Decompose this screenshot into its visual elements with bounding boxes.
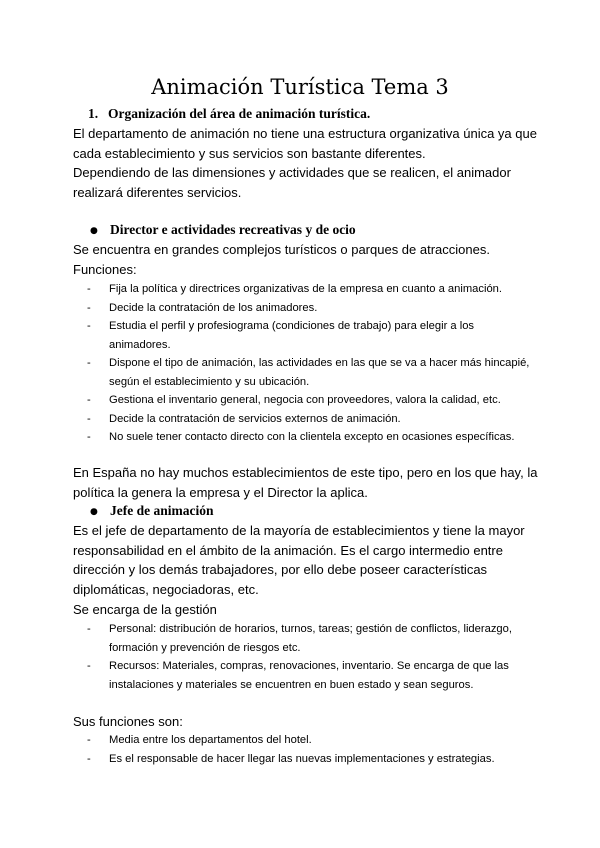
dash-marker: - xyxy=(87,320,91,332)
list-item: - No suele tener contacto directo con la clientela excepto en ocasiones específicas. xyxy=(87,428,537,447)
director-functions-list xyxy=(87,280,537,447)
list-item: - Gestiona el inventario general, negocia con proveedores, valora la calidad, etc. xyxy=(87,391,537,410)
dash-marker: - xyxy=(87,752,91,765)
director-funciones-label: Funciones: xyxy=(73,262,137,277)
jefe-funciones-list xyxy=(87,731,537,768)
document-title: Animación Turística Tema 3 xyxy=(151,75,449,99)
jefe-heading xyxy=(90,501,214,522)
section-number: 1. xyxy=(88,106,99,121)
dash-marker: - xyxy=(87,394,91,406)
dash-marker: - xyxy=(87,301,91,314)
intro-paragraph-1: El departamento de animación no tiene una estructura organizativa única ya que cada establecimiento y sus servicios son bastante diferentes. xyxy=(73,126,537,161)
list-item: - Es el responsable de hacer llegar las nuevas implementaciones y estrategias. xyxy=(87,750,537,769)
list-item: - Dispone el tipo de animación, las actividades en las que se va a hacer más hincapié, según el establecimiento y su ubicación. xyxy=(87,354,537,391)
bullet-icon: ● xyxy=(90,226,98,236)
dash-marker: - xyxy=(87,623,91,635)
director-intro: Se encuentra en grandes complejos turísticos o parques de atracciones. xyxy=(73,242,490,257)
dash-marker: - xyxy=(87,357,91,369)
director-closing: En España no hay muchos establecimientos de este tipo, pero en los que hay, la política la genera la empresa y el Director la aplica. xyxy=(73,465,538,500)
section-heading-text: Organización del área de animación turística. xyxy=(108,106,371,121)
director-heading xyxy=(90,220,356,241)
list-item: - Fija la política y directrices organizativas de la empresa en cuanto a animación. xyxy=(87,280,537,299)
jefe-heading-text: Jefe de animación xyxy=(110,503,214,518)
jefe-gestion-label: Se encarga de la gestión xyxy=(73,602,217,617)
list-item: - Recursos: Materiales, compras, renovaciones, inventario. Se encarga de que las instalaciones y materiales se encuentren en buen estado y sean seguros. xyxy=(87,657,537,694)
list-item: - Media entre los departamentos del hotel. xyxy=(87,731,537,750)
dash-marker: - xyxy=(87,283,91,295)
dash-marker: - xyxy=(87,431,91,443)
dash-marker: - xyxy=(87,660,91,672)
dash-marker: - xyxy=(87,734,91,746)
jefe-paragraph: Es el jefe de departamento de la mayoría de establecimientos y tiene la mayor responsabilidad en el ámbito de la animación. Es el cargo intermedio entre dirección y los demás trabajadores, por ello debe poseer características diplomáticas, negociadoras, etc. xyxy=(73,523,525,597)
director-heading-text: Director e actividades recreativas y de ocio xyxy=(110,222,356,237)
list-item: - Personal: distribución de horarios, turnos, tareas; gestión de conflictos, liderazgo, formación y prevención de riesgos etc. xyxy=(87,620,537,657)
intro-paragraph-2: Dependiendo de las dimensiones y actividades que se realicen, el animador realizará diferentes servicios. xyxy=(73,165,511,200)
list-item: - Decide la contratación de los animadores. xyxy=(87,299,537,318)
jefe-gestion-list xyxy=(87,620,537,694)
section-heading xyxy=(88,104,370,124)
bullet-icon: ● xyxy=(90,507,98,517)
jefe-funciones-label: Sus funciones son: xyxy=(73,714,183,729)
dash-marker: - xyxy=(87,412,91,425)
list-item: - Decide la contratación de servicios externos de animación. xyxy=(87,410,537,429)
list-item: - Estudia el perfil y profesiograma (condiciones de trabajo) para elegir a los animadores. xyxy=(87,317,537,354)
